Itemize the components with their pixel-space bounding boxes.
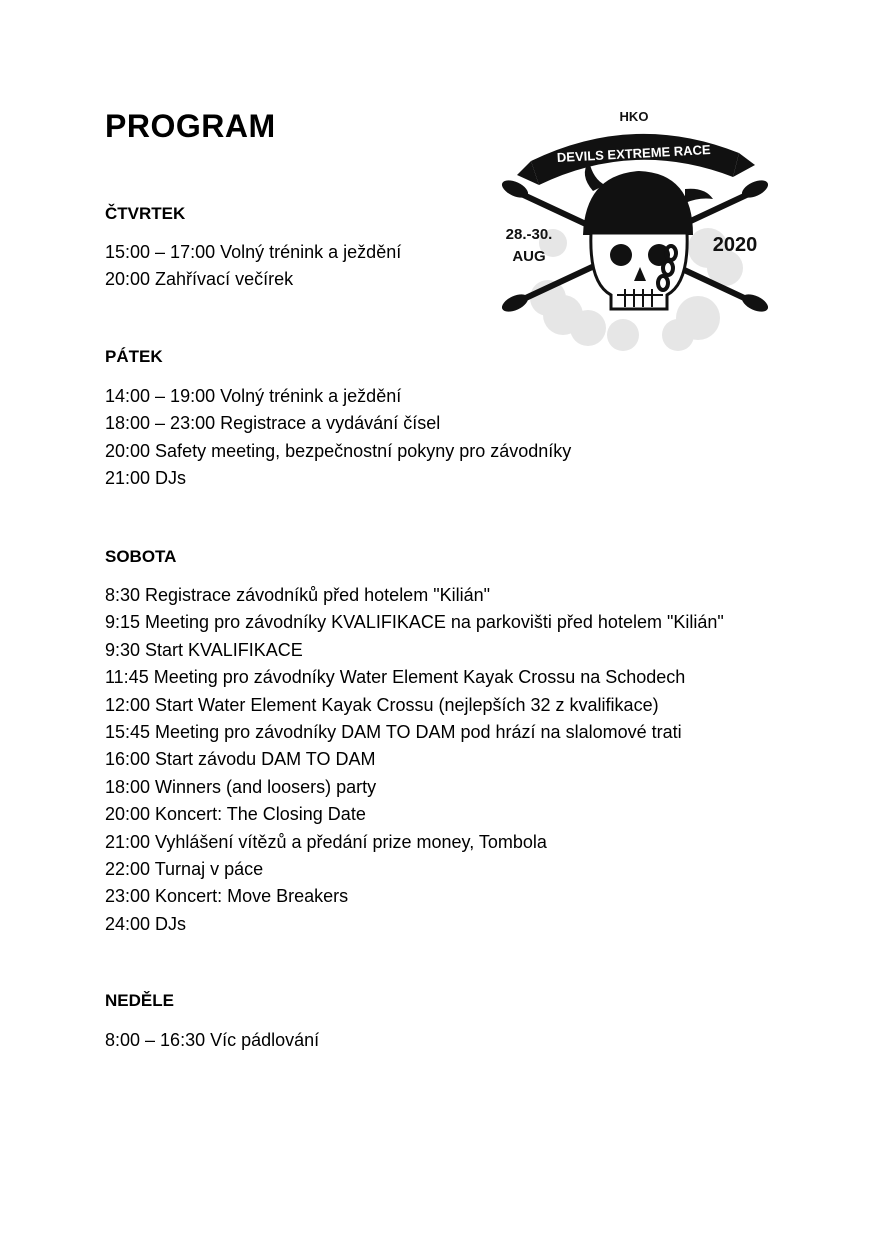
logo-month: AUG bbox=[512, 248, 546, 265]
list-item: 15:45 Meeting pro závodníky DAM TO DAM pod hrází na slalomové trati bbox=[105, 722, 682, 743]
list-item: 21:00 Vyhlášení vítězů a předání prize money, Tombola bbox=[105, 831, 547, 852]
event-logo bbox=[493, 103, 775, 385]
list-item: 12:00 Start Water Element Kayak Crossu (nejlepších 32 z kvalifikace) bbox=[105, 694, 659, 715]
day-heading-thursday: ČTVRTEK bbox=[105, 204, 186, 223]
list-item: 8:00 – 16:30 Víc pádlování bbox=[105, 1030, 320, 1050]
list-item: 24:00 DJs bbox=[105, 913, 187, 934]
list-item: 16:00 Start závodu DAM TO DAM bbox=[105, 749, 376, 770]
day-heading-saturday: SOBOTA bbox=[105, 547, 177, 566]
event-list-friday bbox=[105, 383, 571, 493]
list-item: 18:00 Winners (and loosers) party bbox=[105, 776, 377, 797]
list-item: 22:00 Turnaj v páce bbox=[105, 859, 264, 880]
list-item: 20:00 Safety meeting, bezpečnostní pokyny pro závodníky bbox=[105, 440, 572, 461]
list-item: 9:30 Start KVALIFIKACE bbox=[105, 639, 303, 660]
logo-name: DEVILS EXTREME RACE bbox=[556, 141, 711, 166]
list-item: 11:45 Meeting pro závodníky Water Element Kayak Crossu na Schodech bbox=[105, 667, 686, 688]
list-item: 8:30 Registrace závodníků před hotelem "Kilián" bbox=[105, 585, 490, 605]
logo-brand: HKO bbox=[619, 109, 649, 124]
list-item: 15:00 – 17:00 Volný trénink a ježdění bbox=[105, 242, 402, 262]
event-list-saturday bbox=[105, 582, 724, 938]
event-list-sunday bbox=[105, 1027, 319, 1054]
list-item: 14:00 – 19:00 Volný trénink a ježdění bbox=[105, 386, 402, 406]
logo-dates: 28.-30. bbox=[505, 226, 553, 243]
list-item: 20:00 Zahřívací večírek bbox=[105, 269, 294, 290]
skull-paddles-icon bbox=[493, 103, 775, 385]
list-item: 9:15 Meeting pro závodníky KVALIFIKACE na parkovišti před hotelem "Kilián" bbox=[105, 612, 724, 633]
day-heading-sunday: NEDĚLE bbox=[105, 991, 174, 1010]
logo-year: 2020 bbox=[712, 234, 758, 256]
event-list-thursday bbox=[105, 239, 401, 294]
day-heading-friday: PÁTEK bbox=[105, 347, 163, 366]
page-title: PROGRAM bbox=[105, 108, 276, 144]
list-item: 23:00 Koncert: Move Breakers bbox=[105, 886, 349, 907]
list-item: 18:00 – 23:00 Registrace a vydávání čísel bbox=[105, 413, 441, 434]
list-item: 21:00 DJs bbox=[105, 468, 187, 489]
list-item: 20:00 Koncert: The Closing Date bbox=[105, 804, 366, 825]
